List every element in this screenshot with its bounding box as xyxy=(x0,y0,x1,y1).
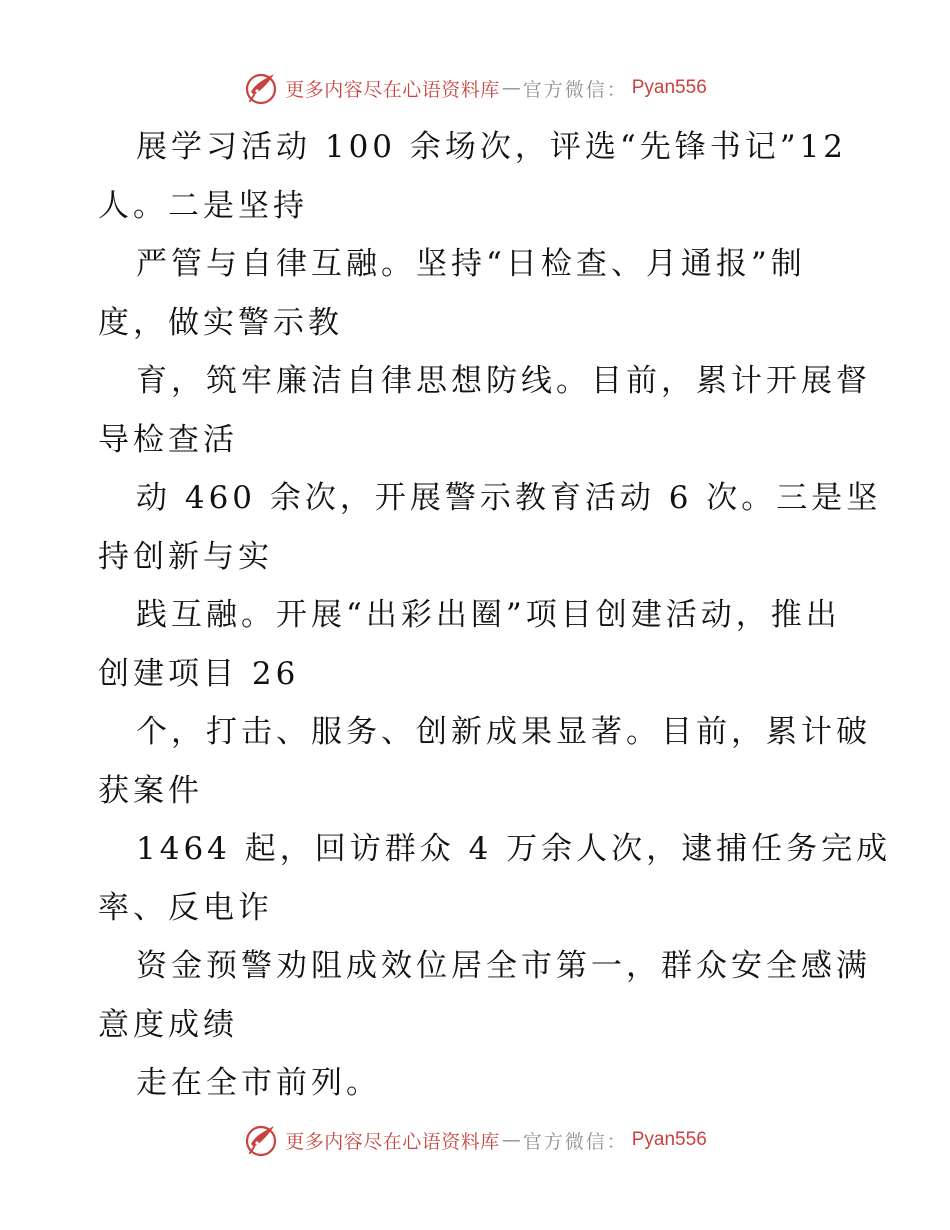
footer-watermark xyxy=(0,1120,950,1160)
document-body xyxy=(98,118,892,1113)
text-line: 1464 起，回访群众 4 万余人次，逮捕任务完成 xyxy=(136,831,892,867)
watermark-official-label: 官方微信： xyxy=(522,1130,628,1153)
text-line: 践互融。开展“出彩出圈”项目创建活动，推出 xyxy=(136,597,841,633)
text-line: 意度成绩 xyxy=(98,1006,238,1043)
text-line: 获案件 xyxy=(98,772,203,809)
text-line: 展学习活动 100 余场次，评选“先锋书记”12 xyxy=(136,129,848,165)
watermark-wechat-id: Pyan556 xyxy=(631,1129,707,1150)
watermark-dash: — xyxy=(501,77,521,99)
text-line: 导检查活 xyxy=(98,421,238,458)
text-line: 走在全市前列。 xyxy=(136,1065,381,1101)
watermark-dash: — xyxy=(501,1129,521,1151)
watermark-wechat-id: Pyan556 xyxy=(631,77,707,98)
quill-pen-logo-icon xyxy=(243,70,279,106)
watermark-main-text: 更多内容尽在心语资料库 xyxy=(285,78,500,101)
text-line: 人。二是坚持 xyxy=(98,187,308,224)
watermark-official-label: 官方微信： xyxy=(522,78,628,101)
text-line: 育，筑牢廉洁自律思想防线。目前，累计开展督 xyxy=(136,363,871,399)
text-line: 度，做实警示教 xyxy=(98,304,343,341)
text-line: 资金预警劝阻成效位居全市第一，群众安全感满 xyxy=(136,948,871,984)
text-line: 严管与自律互融。坚持“日检查、月通报”制 xyxy=(136,246,806,282)
text-line: 率、反电诈 xyxy=(98,889,273,926)
text-line: 持创新与实 xyxy=(98,538,273,575)
header-watermark xyxy=(0,68,950,108)
text-line: 个，打击、服务、创新成果显著。目前，累计破 xyxy=(136,714,871,750)
quill-pen-logo-icon xyxy=(243,1122,279,1158)
text-line: 动 460 余次，开展警示教育活动 6 次。三是坚 xyxy=(136,480,882,516)
text-line: 创建项目 26 xyxy=(98,655,300,692)
watermark-main-text: 更多内容尽在心语资料库 xyxy=(285,1130,500,1153)
